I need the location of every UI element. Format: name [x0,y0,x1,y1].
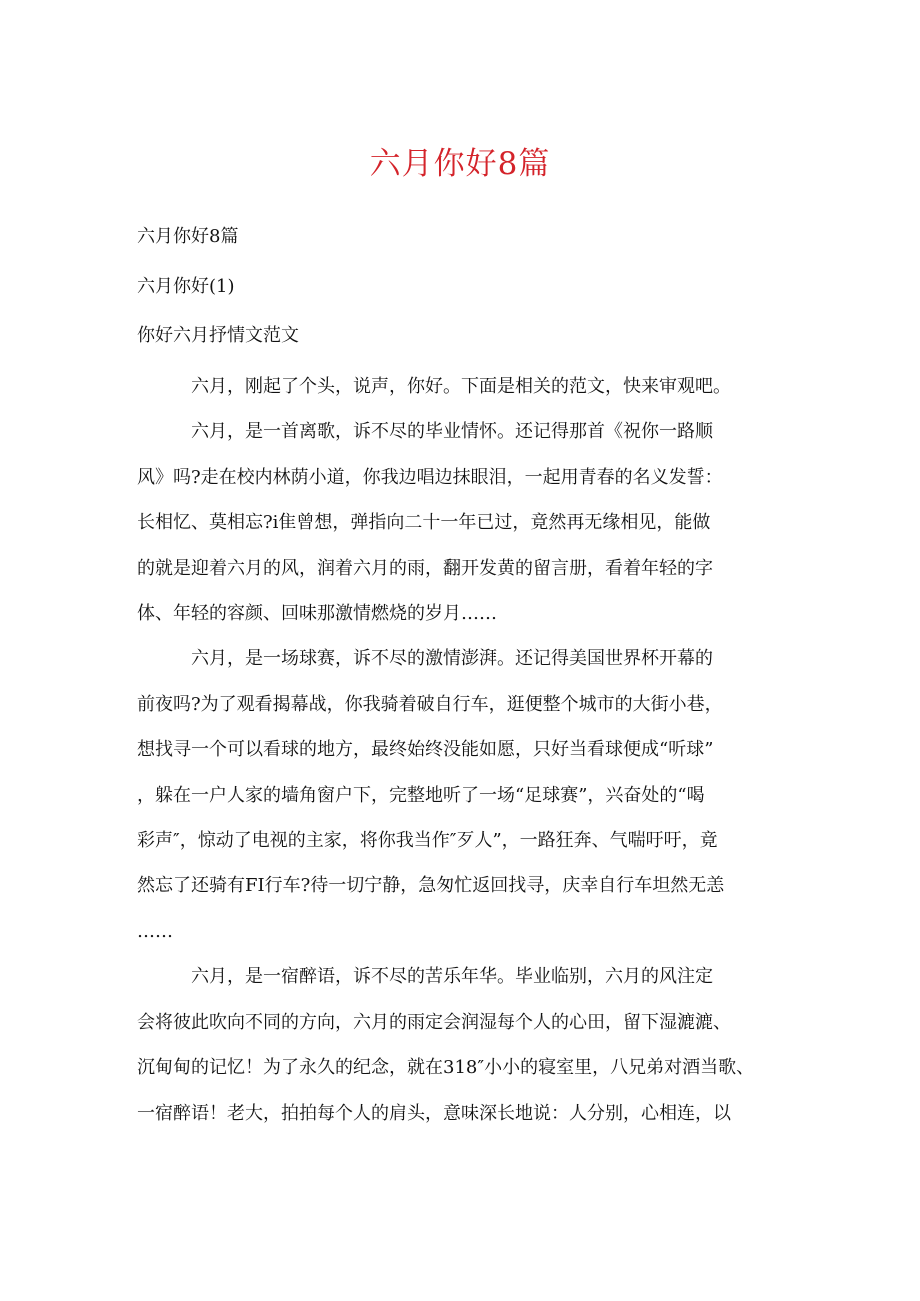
text-line: 想找寻一个可以看球的地方，最终始终没能如愿，只好当看球便成“听球” [137,739,714,761]
text-line: 六月，是一宿醉语，诉不尽的苦乐年华。毕业临别，六月的风注定 [191,966,713,988]
text-line: 沉甸甸的记忆！为了永久的纪念，就在318″小小的寝室里，八兄弟对酒当歌、 [137,1057,755,1079]
paragraph-night-of-drinks [137,954,787,1136]
text-line: 一宿醉语！老大，拍拍每个人的肩头，意味深长地说：人分别，心相连，以 [137,1102,731,1124]
text-line: …… [137,920,173,942]
text-line: 前夜吗?为了观看揭幕战，你我骑着破自行车，逛便整个城市的大街小巷， [137,693,723,715]
article-body [137,364,787,1136]
text-line: 六月，是一首离歌，诉不尽的毕业情怀。还记得那首《祝你一路顺 [191,421,713,443]
text-line: 六月，是一场球赛，诉不尽的激情澎湃。还记得美国世界杯开幕的 [191,648,713,670]
heading-line-3: 你好六月抒情文范文 [137,325,299,346]
text-line: 六月，刚起了个头，说声，你好。下面是相关的范文，快来审观吧。 [191,376,731,397]
text-line: 然忘了还骑有FI行车?待一切宁静，急匆忙返回找寻，庆幸自行车坦然无恙 [137,875,725,897]
text-line: 风》吗?走在校内林荫小道，你我边唱边抹眼泪，一起用青春的名义发誓： [137,466,723,488]
heading-line-2: 六月你好(1) [137,276,235,297]
document-title: 六月你好8篇 [369,146,551,182]
paragraph-intro [137,364,787,409]
text-line: 彩声″，惊动了电视的主家，将你我当作″歹人”，一路狂奔、气喘吁吁，竟 [137,830,718,852]
text-line: 长相忆、莫相忘?i隹曾想，弹指向二十一年已过，竟然再无缘相见，能做 [137,512,711,534]
heading-line-1: 六月你好8篇 [137,226,239,247]
text-line: ，躲在一户人家的墙角窗户下，完整地听了一场“足球赛”，兴奋处的“喝 [137,784,705,806]
text-line: 体、年轻的容颜、回味那激情燃烧的岁月…… [137,603,497,625]
text-line: 的就是迎着六月的风，润着六月的雨，翻开发黄的留言册，看着年轻的字 [137,557,713,579]
paragraph-farewell-song [137,409,787,636]
paragraph-football-match [137,636,787,954]
text-line: 会将彼此吹向不同的方向，六月的雨定会润湿每个人的心田，留下湿漉漉、 [137,1011,731,1033]
